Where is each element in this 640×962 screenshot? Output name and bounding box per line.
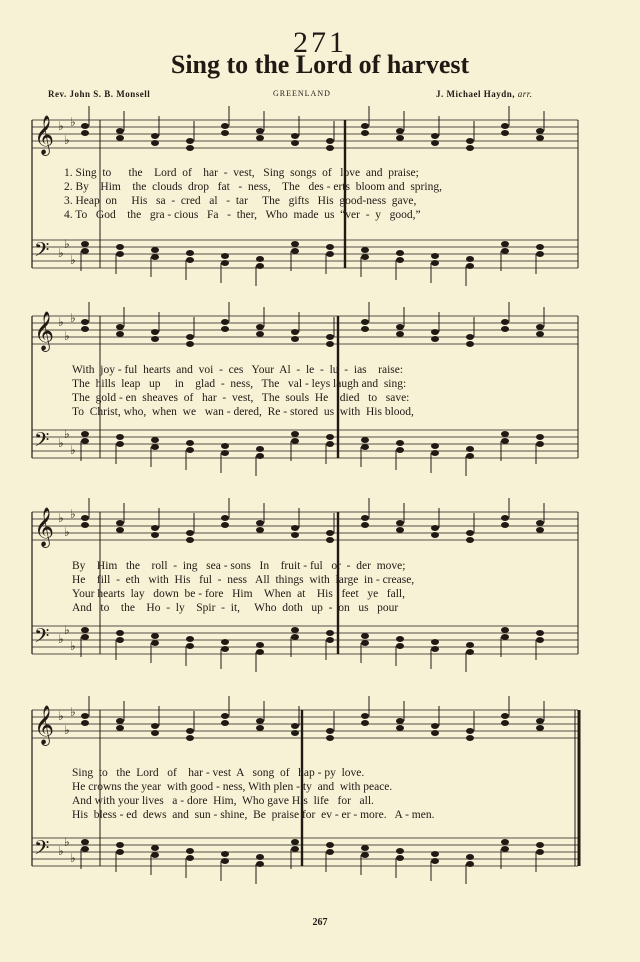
note-head	[221, 326, 229, 332]
lyric-line: And to the Ho - ly Spir - it, Who doth up - on us pour	[72, 602, 399, 614]
note-head	[326, 637, 334, 643]
note-head	[326, 251, 334, 257]
note-head	[466, 861, 474, 867]
note-head	[326, 441, 334, 447]
hymn-title: Sing to the Lord of harvest	[170, 50, 470, 79]
bass-clef: 𝄢	[34, 836, 50, 864]
note-head	[116, 324, 124, 330]
note-head	[186, 341, 194, 347]
composer-name: J. Michael Haydn,	[436, 89, 516, 99]
note-head	[466, 453, 474, 459]
note-head	[151, 437, 159, 443]
note-head	[536, 849, 544, 855]
note-head	[256, 135, 264, 141]
note-head	[361, 326, 369, 332]
note-head	[536, 520, 544, 526]
note-head	[536, 527, 544, 533]
note-head	[186, 848, 194, 854]
note-head	[466, 854, 474, 860]
note-head	[291, 438, 299, 444]
note-head	[501, 241, 509, 247]
treble-clef: 𝄞	[34, 507, 55, 547]
note-head	[501, 713, 509, 719]
note-head	[361, 254, 369, 260]
note-head	[81, 846, 89, 852]
lyric-line: He crowns the year with good - ness, With plen - ty and with peace.	[72, 781, 393, 793]
flat-sign: ♭	[64, 835, 70, 849]
flat-sign: ♭	[70, 851, 76, 865]
note-head	[431, 133, 439, 139]
lyric-line: 3. Heap on His sa - cred al - tar The gifts His good-ness gave,	[64, 195, 417, 207]
note-head	[256, 331, 264, 337]
note-head	[291, 634, 299, 640]
note-head	[501, 326, 509, 332]
note-head	[501, 720, 509, 726]
flat-sign: ♭	[70, 311, 76, 325]
note-head	[396, 257, 404, 263]
note-head	[151, 133, 159, 139]
note-head	[151, 852, 159, 858]
lyric-line: To Christ, who, when we wan - dered, Re - stored us with His blood,	[72, 406, 414, 418]
note-head	[326, 735, 334, 741]
note-head	[466, 735, 474, 741]
note-head	[81, 839, 89, 845]
note-head	[186, 537, 194, 543]
note-head	[396, 725, 404, 731]
note-head	[466, 649, 474, 655]
note-head	[151, 723, 159, 729]
note-head	[431, 253, 439, 259]
note-head	[291, 133, 299, 139]
flat-sign: ♭	[64, 133, 70, 147]
note-head	[186, 636, 194, 642]
note-head	[536, 434, 544, 440]
note-head	[256, 446, 264, 452]
note-head	[431, 443, 439, 449]
note-head	[431, 532, 439, 538]
flat-sign: ♭	[58, 844, 64, 858]
note-head	[221, 130, 229, 136]
bass-clef: 𝄢	[34, 238, 50, 266]
note-head	[396, 520, 404, 526]
composer-suffix: arr.	[517, 89, 533, 99]
treble-clef: 𝄞	[34, 115, 55, 155]
note-head	[256, 718, 264, 724]
note-head	[256, 520, 264, 526]
note-head	[501, 130, 509, 136]
treble-clef: 𝄞	[34, 311, 55, 351]
flat-sign: ♭	[64, 329, 70, 343]
note-head	[81, 130, 89, 136]
note-head	[81, 634, 89, 640]
note-head	[536, 331, 544, 337]
note-head	[151, 140, 159, 146]
note-head	[116, 718, 124, 724]
flat-sign: ♭	[70, 705, 76, 719]
note-head	[466, 530, 474, 536]
note-head	[396, 135, 404, 141]
note-head	[536, 441, 544, 447]
note-head	[186, 334, 194, 340]
note-head	[396, 128, 404, 134]
note-head	[361, 444, 369, 450]
note-head	[431, 329, 439, 335]
note-head	[151, 633, 159, 639]
note-head	[81, 438, 89, 444]
note-head	[256, 725, 264, 731]
flat-sign: ♭	[58, 119, 64, 133]
note-head	[221, 713, 229, 719]
note-head	[81, 241, 89, 247]
lyric-line: He fill - eth with His ful - ness All things with large in - crease,	[72, 574, 415, 586]
note-head	[291, 431, 299, 437]
note-head	[501, 846, 509, 852]
lyric-line: 4. To God the gra - cious Fa - ther, Who made us “ver - y good,”	[64, 209, 421, 221]
note-head	[221, 443, 229, 449]
note-head	[116, 331, 124, 337]
bass-clef: 𝄢	[34, 624, 50, 652]
flat-sign: ♭	[58, 246, 64, 260]
note-head	[466, 642, 474, 648]
note-head	[116, 725, 124, 731]
flat-sign: ♭	[64, 237, 70, 251]
note-head	[466, 145, 474, 151]
note-head	[151, 247, 159, 253]
note-head	[361, 713, 369, 719]
note-head	[431, 450, 439, 456]
note-head	[466, 334, 474, 340]
note-head	[81, 522, 89, 528]
note-head	[221, 260, 229, 266]
note-head	[221, 515, 229, 521]
note-head	[81, 515, 89, 521]
lyric-line: The gold - en sheaves of har - vest, The souls He died to save:	[72, 392, 410, 404]
note-head	[396, 447, 404, 453]
note-head	[151, 640, 159, 646]
note-head	[291, 241, 299, 247]
note-head	[501, 515, 509, 521]
note-head	[81, 326, 89, 332]
note-head	[256, 642, 264, 648]
note-head	[361, 123, 369, 129]
note-head	[326, 434, 334, 440]
note-head	[326, 145, 334, 151]
note-head	[536, 718, 544, 724]
note-head	[396, 324, 404, 330]
note-head	[116, 637, 124, 643]
note-head	[361, 852, 369, 858]
note-head	[256, 453, 264, 459]
note-head	[501, 248, 509, 254]
author-credit: Rev. John S. B. Monsell	[48, 89, 151, 99]
note-head	[466, 728, 474, 734]
note-head	[291, 846, 299, 852]
treble-clef: 𝄞	[34, 705, 55, 745]
note-head	[361, 247, 369, 253]
note-head	[291, 140, 299, 146]
note-head	[291, 336, 299, 342]
note-head	[221, 450, 229, 456]
page-number: 267	[312, 917, 328, 928]
note-head	[186, 643, 194, 649]
note-head	[151, 329, 159, 335]
note-head	[291, 248, 299, 254]
lyric-line: 1. Sing to the Lord of har - vest, Sing songs of love and praise;	[64, 167, 419, 179]
lyric-line: Your hearts lay down be - fore Him When at His feet ye fall,	[72, 588, 406, 600]
note-head	[151, 525, 159, 531]
note-head	[256, 324, 264, 330]
note-head	[501, 431, 509, 437]
note-head	[361, 640, 369, 646]
note-head	[431, 723, 439, 729]
note-head	[151, 336, 159, 342]
note-head	[186, 855, 194, 861]
flat-sign: ♭	[58, 632, 64, 646]
flat-sign: ♭	[64, 427, 70, 441]
note-head	[256, 649, 264, 655]
note-head	[326, 530, 334, 536]
note-head	[186, 257, 194, 263]
note-head	[361, 522, 369, 528]
note-head	[116, 244, 124, 250]
note-head	[361, 319, 369, 325]
note-head	[431, 525, 439, 531]
note-head	[221, 522, 229, 528]
note-head	[186, 735, 194, 741]
note-head	[431, 858, 439, 864]
note-head	[151, 730, 159, 736]
lyric-line: With joy - ful hearts and voi - ces Your Al - le - lu - ias raise:	[72, 364, 404, 376]
note-head	[431, 336, 439, 342]
note-head	[536, 324, 544, 330]
note-head	[361, 515, 369, 521]
note-head	[361, 720, 369, 726]
note-head	[431, 260, 439, 266]
flat-sign: ♭	[64, 525, 70, 539]
note-head	[536, 842, 544, 848]
flat-sign: ♭	[64, 723, 70, 737]
lyric-line: The hills leap up in glad - ness, The val - leys laugh and sing:	[72, 378, 407, 390]
note-head	[81, 720, 89, 726]
note-head	[326, 341, 334, 347]
flat-sign: ♭	[70, 507, 76, 521]
flat-sign: ♭	[58, 709, 64, 723]
flat-sign: ♭	[58, 511, 64, 525]
note-head	[221, 253, 229, 259]
note-head	[396, 636, 404, 642]
note-head	[221, 639, 229, 645]
note-head	[501, 319, 509, 325]
note-head	[116, 527, 124, 533]
note-head	[256, 256, 264, 262]
lyric-line: And with your lives a - dore Him, Who gave His life for all.	[72, 795, 374, 807]
note-head	[326, 630, 334, 636]
note-head	[536, 244, 544, 250]
note-head	[466, 256, 474, 262]
note-head	[256, 527, 264, 533]
note-head	[326, 537, 334, 543]
note-head	[396, 527, 404, 533]
note-head	[396, 440, 404, 446]
note-head	[466, 446, 474, 452]
note-head	[326, 728, 334, 734]
note-head	[116, 434, 124, 440]
note-head	[396, 331, 404, 337]
note-head	[221, 319, 229, 325]
note-head	[361, 130, 369, 136]
note-head	[501, 522, 509, 528]
note-head	[431, 639, 439, 645]
note-head	[116, 251, 124, 257]
note-head	[501, 123, 509, 129]
note-head	[291, 723, 299, 729]
note-head	[151, 532, 159, 538]
note-head	[536, 630, 544, 636]
note-head	[326, 849, 334, 855]
note-head	[221, 851, 229, 857]
note-head	[186, 728, 194, 734]
note-head	[501, 627, 509, 633]
lyric-line: 2. By Him the clouds drop fat - ness, The des - erts bloom and spring,	[64, 181, 442, 193]
note-head	[186, 138, 194, 144]
note-head	[396, 855, 404, 861]
lyric-line: His bless - ed dews and sun - shine, Be praise for ev - er - more. A - men.	[72, 809, 435, 821]
note-head	[326, 138, 334, 144]
note-head	[116, 849, 124, 855]
note-head	[291, 532, 299, 538]
note-head	[186, 250, 194, 256]
note-head	[186, 440, 194, 446]
note-head	[116, 441, 124, 447]
note-head	[536, 135, 544, 141]
hymn-number: 271	[293, 26, 347, 59]
note-head	[326, 244, 334, 250]
note-head	[291, 627, 299, 633]
note-head	[396, 643, 404, 649]
note-head	[431, 140, 439, 146]
note-head	[536, 128, 544, 134]
note-head	[116, 128, 124, 134]
note-head	[116, 135, 124, 141]
note-head	[81, 123, 89, 129]
note-head	[151, 254, 159, 260]
flat-sign: ♭	[70, 443, 76, 457]
flat-sign: ♭	[58, 436, 64, 450]
note-head	[151, 444, 159, 450]
note-head	[81, 248, 89, 254]
bass-clef: 𝄢	[34, 428, 50, 456]
note-head	[81, 431, 89, 437]
lyric-line: By Him the roll - ing sea - sons In fruit - ful or - der move;	[72, 560, 406, 572]
note-head	[81, 319, 89, 325]
flat-sign: ♭	[70, 639, 76, 653]
note-head	[291, 839, 299, 845]
note-head	[221, 720, 229, 726]
note-head	[501, 634, 509, 640]
note-head	[256, 128, 264, 134]
note-head	[221, 646, 229, 652]
note-head	[466, 537, 474, 543]
note-head	[361, 633, 369, 639]
note-head	[256, 861, 264, 867]
note-head	[291, 525, 299, 531]
flat-sign: ♭	[58, 315, 64, 329]
flat-sign: ♭	[64, 623, 70, 637]
note-head	[466, 138, 474, 144]
note-head	[151, 845, 159, 851]
note-head	[221, 858, 229, 864]
flat-sign: ♭	[70, 115, 76, 129]
note-head	[256, 854, 264, 860]
note-head	[431, 851, 439, 857]
note-head	[536, 637, 544, 643]
note-head	[396, 718, 404, 724]
flat-sign: ♭	[70, 253, 76, 267]
note-head	[81, 627, 89, 633]
note-head	[396, 848, 404, 854]
note-head	[501, 839, 509, 845]
note-head	[291, 329, 299, 335]
note-head	[431, 646, 439, 652]
note-head	[326, 334, 334, 340]
note-head	[361, 845, 369, 851]
note-head	[431, 730, 439, 736]
note-head	[256, 263, 264, 269]
tune-name: GREENLAND	[273, 89, 331, 98]
lyric-line: Sing to the Lord of har - vest A song of hap - py love.	[72, 767, 365, 779]
note-head	[291, 730, 299, 736]
note-head	[536, 725, 544, 731]
note-head	[326, 842, 334, 848]
note-head	[536, 251, 544, 257]
note-head	[186, 447, 194, 453]
note-head	[186, 145, 194, 151]
note-head	[81, 713, 89, 719]
note-head	[466, 341, 474, 347]
note-head	[186, 530, 194, 536]
note-head	[116, 520, 124, 526]
note-head	[466, 263, 474, 269]
note-head	[361, 437, 369, 443]
note-head	[396, 250, 404, 256]
note-head	[501, 438, 509, 444]
note-head	[116, 630, 124, 636]
note-head	[116, 842, 124, 848]
note-head	[221, 123, 229, 129]
